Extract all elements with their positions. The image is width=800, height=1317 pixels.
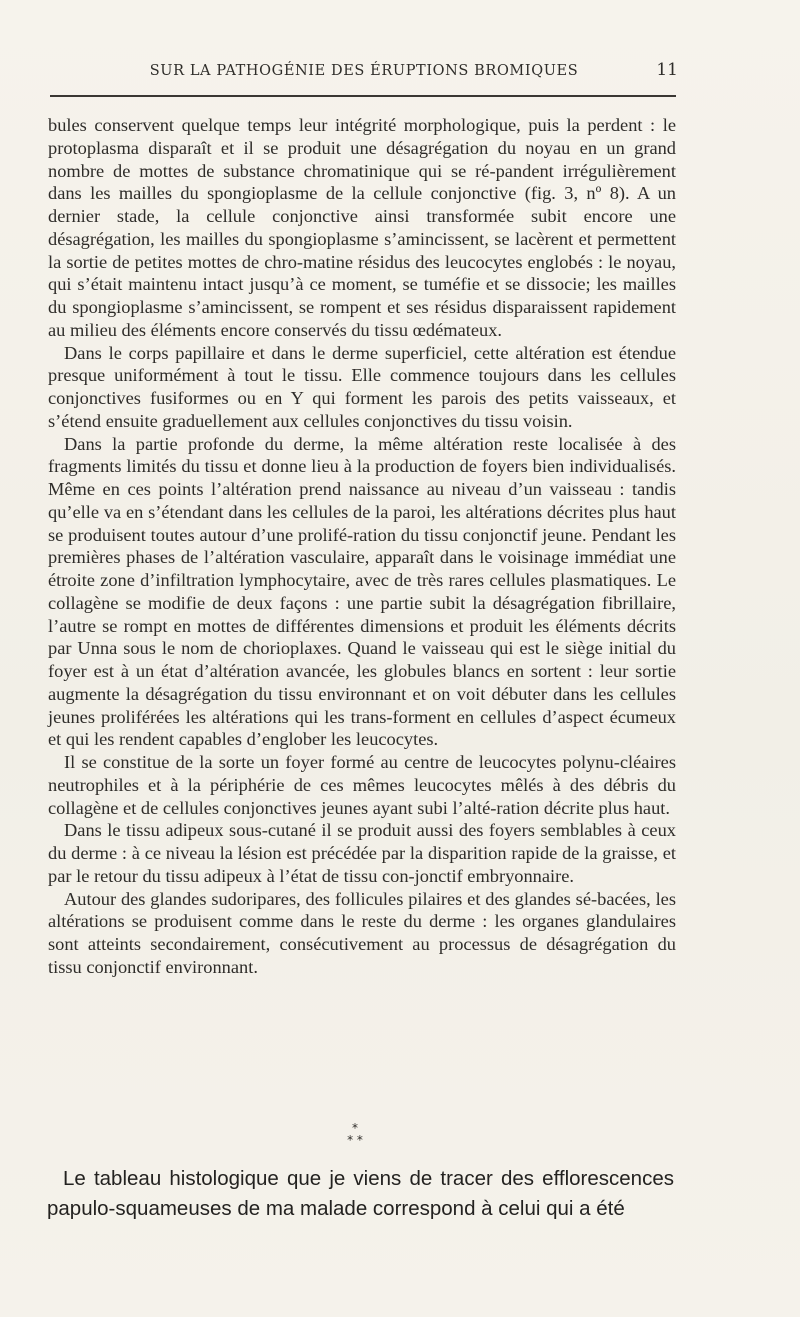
paragraph-1: bules conservent quelque temps leur intégrité morphologique, puis la perdent : le protoplasma disparaît et il se produit une désagrégation du noyau en un grand nombre de mottes de substance chromatinique qui se ré-pandent irrégulièrement dans les mailles du spongioplasme de la cellule conjonctive (fig. 3, nº 8). A un dernier stade, la cellule conjonctive ainsi transformée subit encore une désagrégation, les mailles du spongioplasme s’amincissent, se lacèrent et permettent la sortie de petites mottes de chro-matine résidus des leucocytes englobés : le noyau, qui s’était maintenu intact jusqu’à ce moment, se tuméfie et se dissocie; les mailles du spongioplasme s’amincissent, se rompent et ses résidus disparaissent rapidement au milieu des éléments encore conservés du tissu œdémateux. bbox=[48, 115, 676, 340]
paragraph-2: Dans le corps papillaire et dans le derme superficiel, cette altération est étendue presque uniformément à tout le tissu. Elle commence toujours dans les cellules conjonctives fusiformes ou en Y qui forment les parois des petits vaisseaux, et s’étend ensuite graduellement aux cellules conjonctives du tissu voisin. bbox=[48, 342, 676, 431]
page-header bbox=[48, 60, 680, 86]
section-separator-asterism bbox=[300, 1122, 410, 1146]
page-number: 11 bbox=[656, 60, 678, 80]
paragraph-4: Il se constitue de la sorte un foyer formé au centre de leucocytes polynu-cléaires neutrophiles et à la périphérie de ces mêmes leucocytes mêlés à des débris du collagène et de cellules conjonctives jeunes ayant subi l’alté-ration décrite plus haut. bbox=[48, 752, 676, 818]
running-title: SUR LA PATHOGÉNIE DES ÉRUPTIONS BROMIQUES bbox=[149, 63, 579, 79]
body-text bbox=[48, 114, 676, 979]
asterism-top: * bbox=[352, 1121, 358, 1135]
header-rule bbox=[50, 95, 676, 97]
closing-paragraph: Le tableau histologique que je viens de tracer des efflorescences papulo-squameuses de ma malade correspond à celui qui a été bbox=[47, 1167, 674, 1220]
paragraph-6: Autour des glandes sudoripares, des follicules pilaires et des glandes sé-bacées, les altérations se produisent comme dans le reste du derme : les organes glandulaires sont atteints secondairement, consécutivement au processus de désagrégation du tissu conjonctif environnant. bbox=[48, 888, 676, 977]
closing-text bbox=[47, 1164, 674, 1224]
paragraph-5: Dans le tissu adipeux sous-cutané il se produit aussi des foyers semblables à ceux du derme : à ce niveau la lésion est précédée par la disparition rapide de la graisse, et par le retour du tissu adipeux à l’état de tissu con-jonctif embryonnaire. bbox=[48, 820, 676, 886]
paragraph-3: Dans la partie profonde du derme, la même altération reste localisée à des fragments limités du tissu et donne lieu à la production de foyers bien individualisés. Même en ces points l’altération prend naissance au niveau d’un vaisseau : tandis qu’elle va en s’étendant dans les cellules de la paroi, les altérations décrites plus haut se produisent toutes autour d’une prolifé-ration du tissu conjonctif jeune. Pendant les premières phases de l’altération vasculaire, apparaît dans le voisinage immédiat une étroite zone d’infiltration lymphocytaire, avec de très rares cellules plasmatiques. Le collagène se modifie de deux façons : une partie subit la désagrégation fibrillaire, l’autre se rompt en mottes de différentes dimensions et produit les éléments décrits par Unna sous le nom de chorioplaxes. Quand le vaisseau qui est le siège initial du foyer est à un état d’altération avancée, les globules blancs en sortent : leur sortie augmente la désagrégation du tissu environnant et on voit débuter dans les cellules jeunes proliférées les altérations qui les trans-forment en cellules d’aspect écumeux et qui les rendent capables d’englober les leucocytes. bbox=[48, 433, 676, 750]
asterism-bottom: * * bbox=[347, 1133, 363, 1147]
